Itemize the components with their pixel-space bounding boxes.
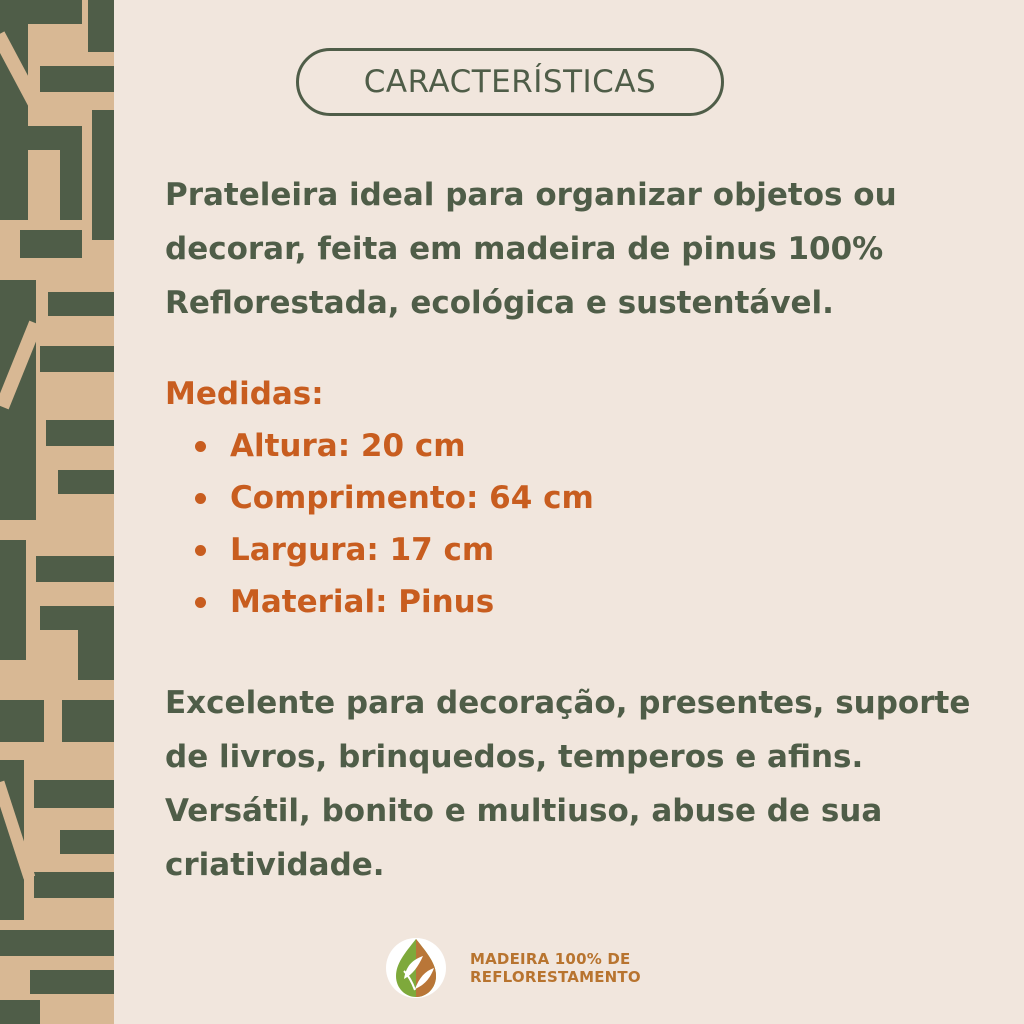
spec-item-text: Altura: 20 cm (230, 428, 466, 464)
section-title-text: CARACTERÍSTICAS (363, 64, 657, 100)
spec-item-text: Comprimento: 64 cm (230, 480, 594, 516)
leaf-drop-icon (384, 936, 448, 1000)
spec-item-width (195, 524, 985, 576)
decorative-wood-pattern (0, 0, 114, 1024)
spec-item-text: Material: Pinus (230, 584, 495, 620)
measurements-heading: Medidas: (165, 376, 324, 412)
measurements-list (165, 420, 985, 628)
bullet-icon (195, 545, 206, 556)
spec-item-height (195, 420, 985, 472)
wood-pattern-graphic (0, 0, 114, 1024)
closing-paragraph: Excelente para decoração, presentes, suporte de livros, brinquedos, temperos e afins. Versátil, bonito e multiuso, abuse de sua criatividade. (165, 685, 971, 883)
measurements-section (165, 368, 985, 628)
section-title (296, 48, 724, 116)
spec-item-text: Largura: 17 cm (230, 532, 495, 568)
intro-paragraph: Prateleira ideal para organizar objetos ou decorar, feita em madeira de pinus 100% Reflorestada, ecológica e sustentável. (165, 177, 897, 321)
bullet-icon (195, 441, 206, 452)
spec-item-material (195, 576, 985, 628)
reforestation-badge (384, 936, 641, 1000)
description-content (165, 168, 985, 892)
spec-item-length (195, 472, 985, 524)
bullet-icon (195, 597, 206, 608)
bullet-icon (195, 493, 206, 504)
badge-label: MADEIRA 100% DE REFLORESTAMENTO (470, 950, 641, 986)
